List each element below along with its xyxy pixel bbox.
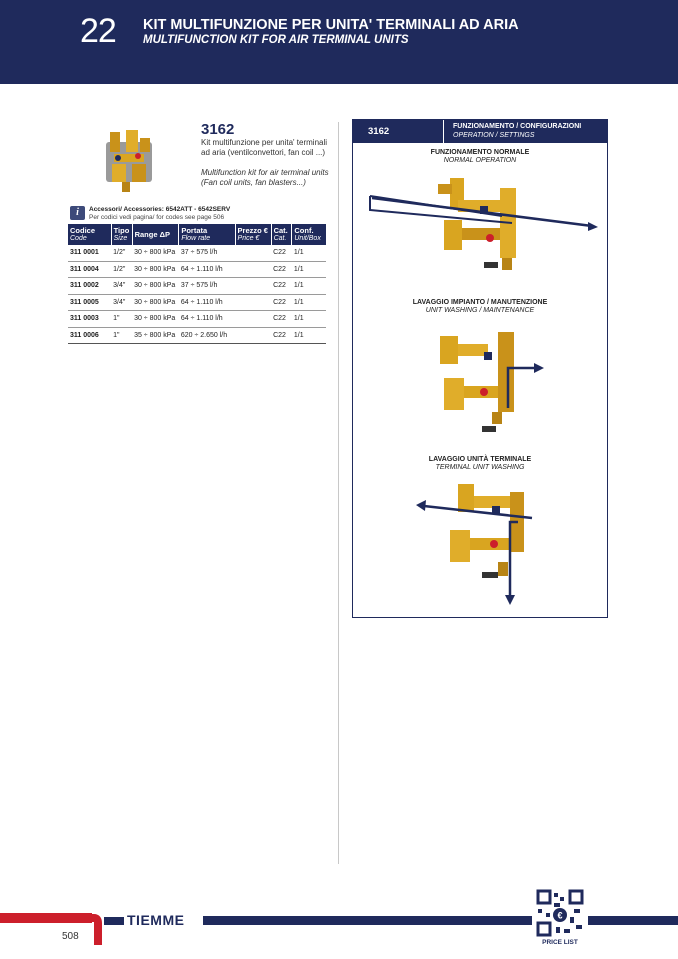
cell-conf: 1/1 [292,245,326,261]
panel-divider [443,120,444,143]
page-number: 508 [62,931,79,942]
cell-flow: 37 ÷ 575 l/h [179,245,235,261]
unit-washing-diagram [432,324,544,442]
table-row [68,245,326,261]
column-header: Conf. Unit/Box [292,224,326,245]
table-row [68,294,326,311]
cell-range: 30 ÷ 800 kPa [132,311,179,328]
column-header: Codice Code [68,224,111,245]
cell-flow: 64 ÷ 1.110 l/h [179,261,235,278]
price-list-label: PRICE LIST [542,939,578,946]
cell-cat: C22 [271,294,292,311]
table-row [68,327,326,344]
table-row [68,261,326,278]
qr-code-icon [532,887,588,939]
cell-conf: 1/1 [292,311,326,328]
panel-code: 3162 [368,126,390,137]
column-header: Range ΔP [132,224,179,245]
cell-size: 1/2" [111,245,132,261]
cell-price [235,278,271,295]
footer-blue-bar [104,917,124,925]
cell-size: 1/2" [111,261,132,278]
column-divider [338,122,339,864]
cell-price [235,245,271,261]
cell-size: 1" [111,311,132,328]
euro-symbol: € [557,910,563,921]
cell-flow: 64 ÷ 1.110 l/h [179,294,235,311]
cell-cat: C22 [271,261,292,278]
cell-code: 311 0005 [68,294,111,311]
cell-code: 311 0001 [68,245,111,261]
cell-conf: 1/1 [292,261,326,278]
cell-price [235,311,271,328]
cell-size: 3/4" [111,294,132,311]
panel-title-it: FUNZIONAMENTO / CONFIGURAZIONI [453,123,582,130]
terminal-unit-washing-diagram [414,478,544,606]
cell-range: 30 ÷ 800 kPa [132,245,179,261]
cell-cat: C22 [271,245,292,261]
cell-conf: 1/1 [292,294,326,311]
product-description-it: Kit multifunzione per unita' terminali ad aria (ventilconvettori, fan coil ...) [201,138,328,157]
product-table [68,224,326,344]
cell-code: 311 0003 [68,311,111,328]
brand-logo: TIEMME [127,912,185,928]
chapter-title-it: KIT MULTIFUNZIONE PER UNITA' TERMINALI AD ARIA [143,17,519,33]
cell-range: 30 ÷ 800 kPa [132,278,179,295]
section-title-en: UNIT WASHING / MAINTENANCE [425,307,535,314]
cell-cat: C22 [271,311,292,328]
page-header [0,0,678,84]
cell-code: 311 0006 [68,327,111,344]
cell-range: 35 ÷ 800 kPa [132,327,179,344]
table-header-row [68,224,326,245]
cell-flow: 64 ÷ 1.110 l/h [179,311,235,328]
section-title-en: TERMINAL UNIT WASHING [435,464,525,471]
cell-flow: 620 ÷ 2.650 l/h [179,327,235,344]
panel-title-en: OPERATION / SETTINGS [453,132,535,139]
section-title-it: FUNZIONAMENTO NORMALE [430,149,530,156]
column-header: Tipo Size [111,224,132,245]
cell-code: 311 0004 [68,261,111,278]
qr-code[interactable] [532,887,588,939]
table-row [68,278,326,295]
info-icon: i [70,206,85,220]
cell-range: 30 ÷ 800 kPa [132,294,179,311]
column-header: Cat. Cat. [271,224,292,245]
accessories-label: Accessori/ Accessories: 6542ATT - 6542SERV [89,206,231,213]
section-title-en: NORMAL OPERATION [443,157,517,164]
footer-red-bar [0,913,92,923]
cell-flow: 37 ÷ 575 l/h [179,278,235,295]
chapter-number: 22 [80,12,116,50]
product-image [96,124,162,194]
cell-conf: 1/1 [292,278,326,295]
chapter-title-en: MULTIFUNCTION KIT FOR AIR TERMINAL UNITS [143,34,409,46]
column-header: Prezzo € Price € [235,224,271,245]
accessories-reference: Per codici vedi pagina/ for codes see page 506 [89,214,225,221]
cell-conf: 1/1 [292,327,326,344]
cell-cat: C22 [271,278,292,295]
footer-bend [88,913,102,945]
cell-size: 1" [111,327,132,344]
cell-cat: C22 [271,327,292,344]
cell-range: 30 ÷ 800 kPa [132,261,179,278]
section-title-it: LAVAGGIO IMPIANTO / MANUTENZIONE [412,299,548,306]
table-row [68,311,326,328]
normal-operation-diagram [362,168,600,280]
cell-price [235,294,271,311]
cell-size: 3/4" [111,278,132,295]
product-description-en: Multifunction kit for air terminal units (Fan coil units, fan blasters...) [201,168,329,187]
footer-blue-bar [203,916,678,925]
column-header: Portata Flow rate [179,224,235,245]
section-title-it: LAVAGGIO UNITÀ TERMINALE [428,456,532,463]
cell-price [235,327,271,344]
cell-code: 311 0002 [68,278,111,295]
product-code: 3162 [201,121,235,138]
panel-header [353,120,607,143]
cell-price [235,261,271,278]
